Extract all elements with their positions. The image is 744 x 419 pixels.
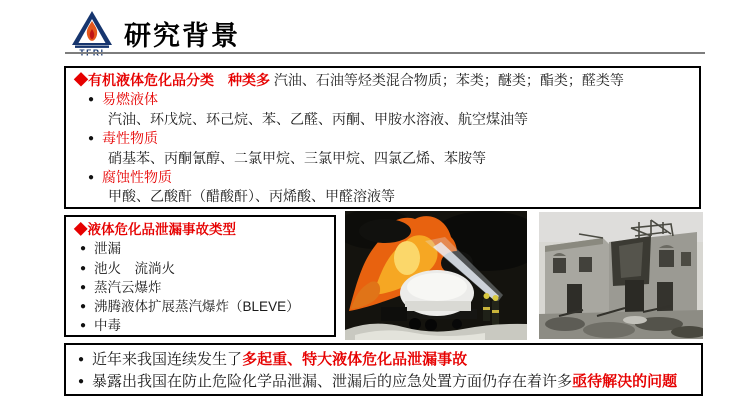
classification-item	[88, 168, 691, 187]
classification-heading-detail: 汽油、石油等烃类混合物质；苯类；醚类；酯类；醛类等	[270, 72, 624, 88]
accident-type-item	[80, 239, 326, 258]
classification-item-detail: 硝基苯、丙酮氰醇、二氯甲烷、三氯甲烷、四氯乙烯、苯胺等	[108, 149, 486, 166]
classification-heading-line	[74, 71, 691, 90]
bullet-icon: ●	[80, 262, 87, 274]
classification-box	[64, 66, 701, 209]
summary-box	[64, 343, 703, 396]
bullet-icon: ●	[78, 376, 85, 387]
summary-prefix: 近年来我国连续发生了	[92, 351, 243, 368]
header-divider	[65, 52, 705, 54]
classification-item-detail: 甲酸、乙酸酐（醋酸酐）、丙烯酸、甲醛溶液等	[108, 188, 395, 205]
summary-emphasis: 多起重、特大液体危化品泄漏事故	[242, 351, 468, 368]
summary-item	[78, 349, 689, 371]
classification-item-label: 易燃液体	[102, 91, 159, 108]
bullet-icon: ●	[88, 94, 95, 106]
accident-type-item	[80, 278, 326, 297]
classification-item-detail: 汽油、环戊烷、环己烷、苯、乙醛、丙酮、甲胺水溶液、航空煤油等	[108, 110, 528, 127]
accident-type-label: 蒸汽云爆炸	[94, 279, 162, 295]
classification-item-label: 腐蚀性物质	[102, 169, 173, 186]
bullet-icon: ●	[88, 172, 95, 184]
accident-types-box	[64, 215, 336, 337]
accident-type-item	[80, 259, 326, 278]
tfri-logo-icon	[70, 10, 114, 56]
classification-heading: ◆有机液体危化品分类 种类多	[74, 72, 270, 88]
accident-type-item	[80, 297, 326, 316]
bullet-icon: ●	[80, 301, 87, 313]
bullet-icon: ●	[88, 133, 95, 145]
summary-emphasis: 亟待解决的问题	[572, 373, 678, 390]
classification-item	[88, 129, 691, 148]
summary-item	[78, 371, 689, 393]
bullet-icon: ●	[80, 281, 87, 293]
accident-type-label: 沸腾液体扩展蒸汽爆炸（BLEVE）	[94, 299, 300, 315]
accident-types-heading: ◆液体危化品泄漏事故类型	[74, 222, 236, 237]
accident-type-label: 中毒	[94, 318, 122, 334]
classification-item	[88, 90, 691, 109]
accident-type-label: 池火 流淌火	[94, 260, 176, 276]
tanker-fire-photo	[345, 211, 527, 340]
bullet-icon: ●	[80, 243, 87, 255]
summary-prefix: 暴露出我国在防止危险化学品泄漏、泄漏后的应急处置方面仍存在着许多	[92, 373, 573, 390]
classification-item-label: 毒性物质	[102, 130, 159, 147]
bullet-icon: ●	[78, 354, 85, 365]
accident-type-item	[80, 316, 326, 335]
accident-type-label: 泄漏	[94, 241, 122, 257]
destroyed-building-photo	[539, 212, 703, 339]
bullet-icon: ●	[80, 320, 87, 332]
page-title: 研究背景	[124, 21, 240, 51]
